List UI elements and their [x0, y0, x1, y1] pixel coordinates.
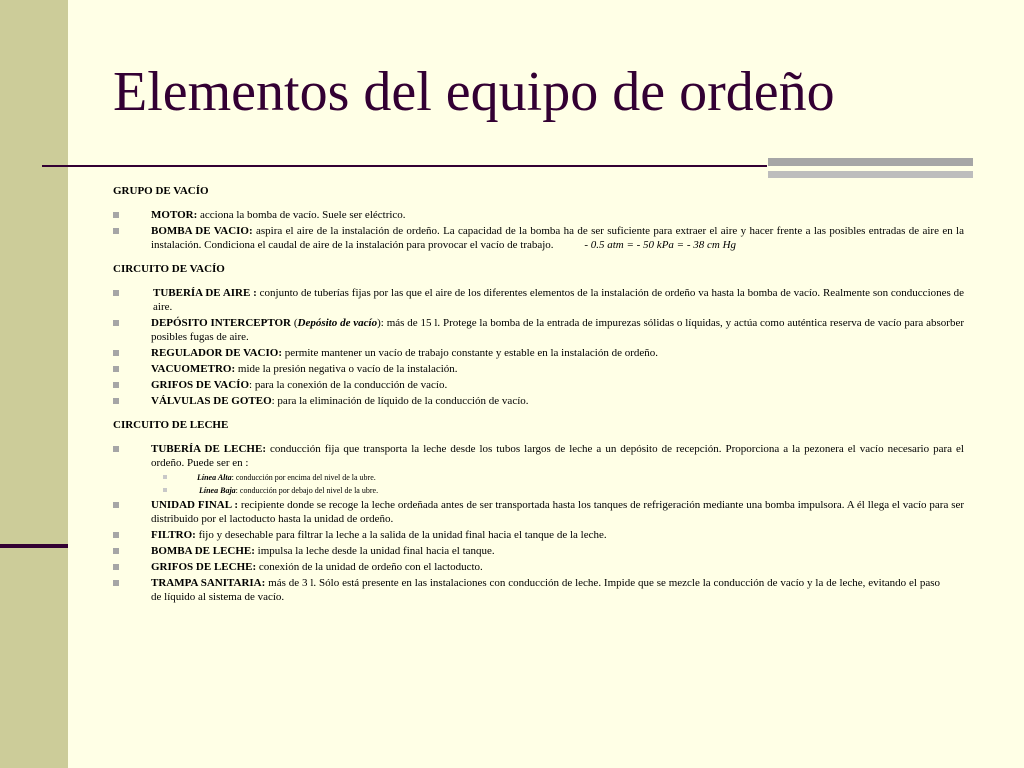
- bullet-icon: [113, 382, 119, 388]
- list-item-motor: [113, 208, 964, 222]
- title-rule: [42, 165, 767, 167]
- item-paren: Depósito de vacío: [297, 317, 378, 329]
- item-term: GRIFOS DE LECHE:: [151, 561, 257, 573]
- sub-item-linea-baja: [113, 485, 964, 496]
- item-text: conducción fija que transporta la leche desde los tubos largos de leche a un depósito de recepción. Proporciona a la pezonera el vacío necesario para el ordeño. Puede ser en :: [151, 443, 964, 469]
- item-text: recipiente donde se recoge la leche ordeñada antes de ser transportada hasta los tanques de refrigeración mediante una bomba impulsora. A él llega el vacío para ser distribuido por el lactoducto hasta la unidad de ordeño.: [151, 499, 965, 525]
- slide-title: Elementos del equipo de ordeño: [113, 61, 835, 123]
- list-item-bomba-vacio: [113, 224, 964, 252]
- item-term: BOMBA DE LECHE:: [151, 545, 255, 557]
- title-rule-block: [768, 158, 973, 178]
- list-item-tuberia-aire: [113, 286, 964, 314]
- item-term: TUBERÍA DE LECHE:: [151, 443, 266, 455]
- bullet-icon: [113, 290, 119, 296]
- item-text: conjunto de tuberías fijas por las que el aire de los diferentes elementos de la instalación de ordeño va hasta la bomba de vacío. Realmente son conducciones de aire.: [153, 287, 964, 313]
- item-term: VÁLVULAS DE GOTEO: [151, 395, 272, 407]
- item-term: GRIFOS DE VACÍO: [151, 379, 250, 391]
- side-bar: [0, 0, 68, 768]
- bullet-icon: [113, 532, 119, 538]
- list-item-bomba-leche: [113, 544, 964, 558]
- item-text: fijo y desechable para filtrar la leche a la salida de la unidad final hacia el tanque de la leche.: [195, 529, 607, 541]
- list-item-grifos-leche: [113, 560, 964, 574]
- bullet-icon: [113, 548, 119, 554]
- list-item-unidad-final: [113, 498, 964, 526]
- list-item-deposito-interceptor: DEPÓSITO INTERCEPTOR (Depósito de vacío): más de 15 l. Protege la bomba de la entrada de impurezas sólidas o líquidas, y actúa como auténtica reserva de vacío para absorber posibles fugas de aire.: [113, 316, 964, 344]
- bullet-icon: [113, 564, 119, 570]
- item-term: UNIDAD FINAL :: [151, 499, 238, 511]
- bullet-icon: [113, 350, 119, 356]
- sub-item-term: Línea Alta: [197, 473, 232, 482]
- item-term: BOMBA DE VACIO:: [151, 225, 253, 237]
- side-accent-line: [0, 544, 68, 548]
- list-item-grifos-vacio: [113, 378, 964, 392]
- item-text: mide la presión negativa o vacío de la instalación.: [235, 363, 458, 375]
- list-item-trampa-sanitaria: [113, 576, 964, 604]
- bullet-icon: [113, 212, 119, 218]
- bullet-icon: [113, 366, 119, 372]
- item-text: permite mantener un vacío de trabajo constante y estable en la instalación de ordeño.: [282, 347, 659, 359]
- item-term: REGULADOR DE VACIO:: [151, 347, 283, 359]
- bullet-icon: [113, 228, 119, 234]
- sub-item-linea-alta: [113, 472, 964, 483]
- section-heading-circuito-vacio: CIRCUITO DE VACÍO: [113, 263, 225, 275]
- item-text: conexión de la unidad de ordeño con el lactoducto.: [256, 561, 483, 573]
- item-text: más de 3 l. Sólo está presente en las instalaciones con conducción de leche. Impide que se mezcle la conducción de vacío y la de leche, evitando el paso de líquido al sistema de vacío.: [151, 577, 940, 603]
- sub-item-text: : conducción por debajo del nivel de la ubre.: [235, 486, 379, 495]
- sub-bullet-icon: [163, 488, 167, 492]
- item-term: VACUOMETRO:: [151, 363, 236, 375]
- item-text: : para la conexión de la conducción de vacío.: [249, 379, 448, 391]
- sub-bullet-icon: [163, 475, 167, 479]
- item-text: : para la eliminación de líquido de la conducción de vacío.: [271, 395, 529, 407]
- list-item-valvulas-goteo: [113, 394, 964, 408]
- item-term: TRAMPA SANITARIA:: [151, 577, 266, 589]
- slide-content: [113, 184, 964, 606]
- section-heading-grupo-vacio: GRUPO DE VACÍO: [113, 185, 209, 197]
- list-item-vacuometro: [113, 362, 964, 376]
- item-term: TUBERÍA DE AIRE :: [153, 287, 257, 299]
- bullet-icon: [113, 502, 119, 508]
- list-item-filtro: [113, 528, 964, 542]
- bullet-icon: [113, 320, 119, 326]
- item-text: : más de 15 l. Protege la bomba de la entrada de impurezas sólidas o líquidas, y actúa como auténtica reserva de vacío para absorber posibles fugas de aire.: [151, 317, 964, 343]
- bullet-icon: [113, 580, 119, 586]
- item-text: aspira el aire de la instalación de ordeño. La capacidad de la bomba ha de ser suficiente para extraer el aire y hacer frente a las posibles entradas de aire en la instalación. Condiciona el caudal de aire de la instalación para provocar el vacío de trabajo.: [151, 225, 964, 251]
- item-text: acciona la bomba de vacío. Suele ser eléctrico.: [197, 209, 406, 221]
- item-term: DEPÓSITO INTERCEPTOR: [151, 317, 291, 329]
- pressure-formula: - 0.5 atm = - 50 kPa = - 38 cm Hg: [584, 239, 737, 251]
- list-item-tuberia-leche: [113, 442, 964, 470]
- item-term: MOTOR:: [151, 209, 198, 221]
- section-heading-circuito-leche: CIRCUITO DE LECHE: [113, 419, 229, 431]
- sub-item-term: Línea Baja: [199, 486, 236, 495]
- sub-item-text: : conducción por encima del nivel de la ubre.: [231, 473, 376, 482]
- item-term: FILTRO:: [151, 529, 196, 541]
- bullet-icon: [113, 398, 119, 404]
- list-item-regulador-vacio: [113, 346, 964, 360]
- item-text: impulsa la leche desde la unidad final hacia el tanque.: [254, 545, 495, 557]
- bullet-icon: [113, 446, 119, 452]
